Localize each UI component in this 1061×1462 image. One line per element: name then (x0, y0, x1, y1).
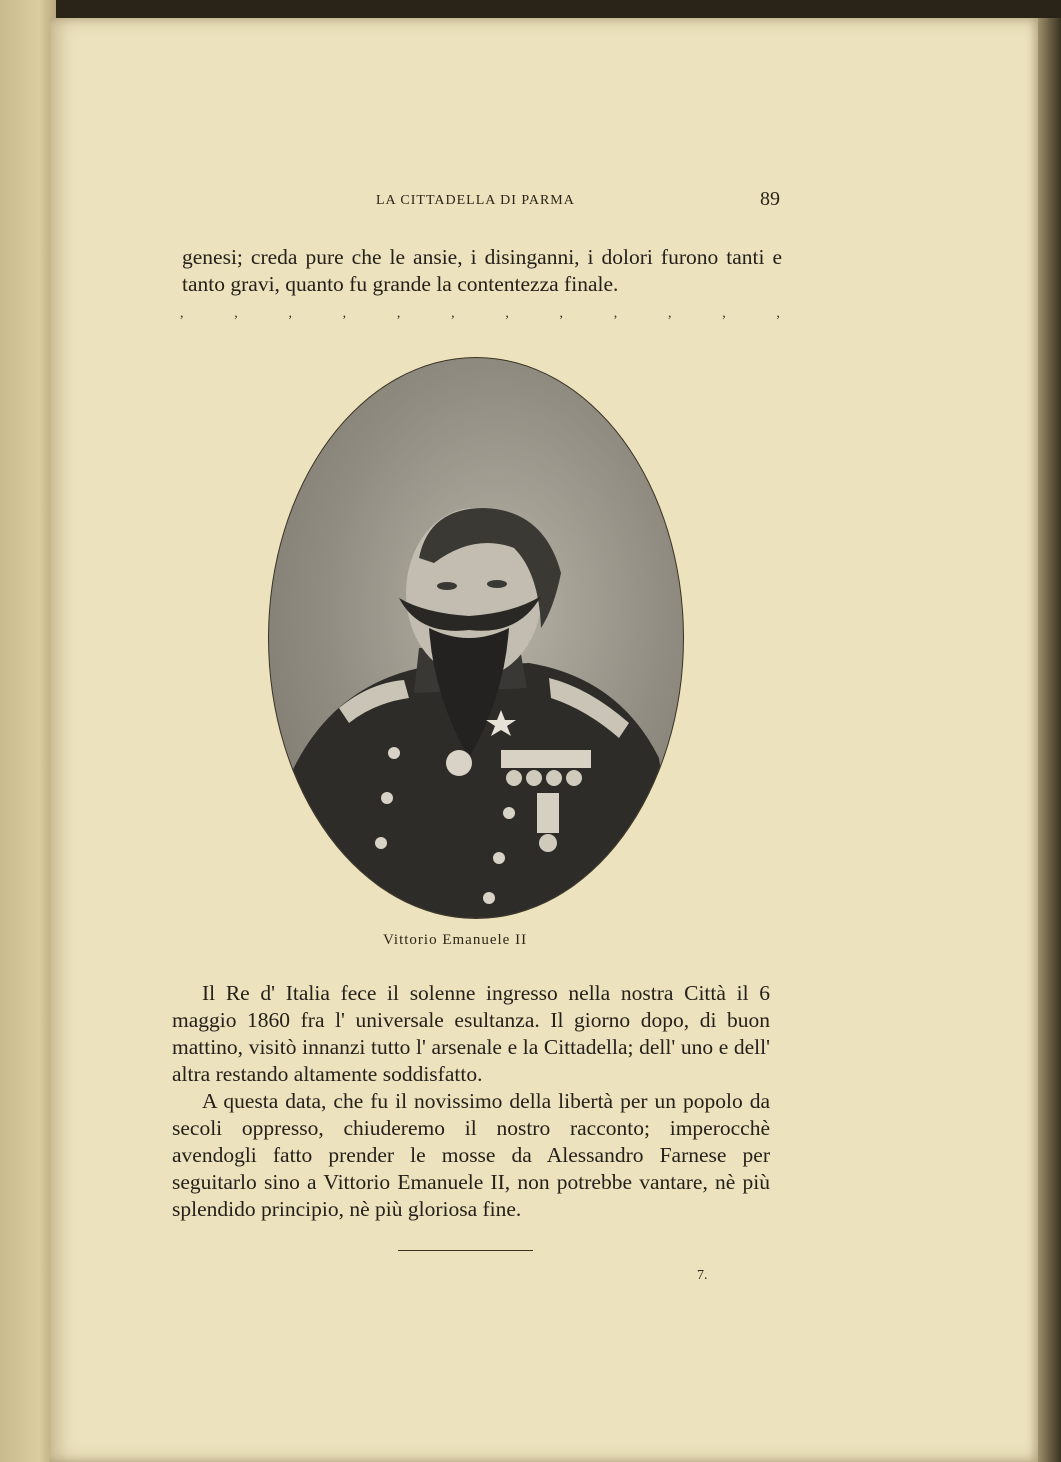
dot: , (776, 306, 780, 321)
dot: , (451, 306, 455, 321)
dot: , (234, 306, 238, 321)
page-header (376, 188, 782, 218)
end-rule (398, 1250, 533, 1251)
portrait-caption: Vittorio Emanuele II (383, 932, 528, 948)
dot: , (667, 306, 672, 321)
dot: , (559, 306, 564, 321)
dot: , (396, 306, 401, 321)
dot: , (288, 306, 292, 321)
signature-mark: 7. (697, 1268, 708, 1283)
dot: , (613, 306, 618, 321)
intro-paragraph: genesi; creda pure che le ansie, i disinganni, i dolori furono tanti e tanto gravi, quanto fu grande la contentezza finale. (182, 245, 782, 296)
dot: , (505, 306, 509, 321)
portrait-illustration (268, 357, 684, 919)
right-page-edge (1038, 18, 1061, 1462)
portrait-drawing (269, 358, 683, 918)
dot: , (722, 306, 726, 321)
page-number: 89 (760, 188, 780, 210)
dot: , (180, 306, 184, 321)
ornamental-dots (180, 306, 780, 326)
dot: , (342, 306, 347, 321)
running-head: LA CITTADELLA DI PARMA (376, 193, 575, 208)
left-page-edge (0, 0, 56, 1462)
body-paragraph-2: A questa data, che fu il novissimo della libertà per un popolo da secoli oppresso, chiuderemo il nostro racconto; imperocchè avendogli fatto prender le mosse da Alessandro Farnese per seguitarlo sino a Vittorio Emanuele II, non potrebbe vantare, nè più splendido principio, nè più gloriosa fine. (172, 1089, 770, 1221)
body-paragraph-1: Il Re d' Italia fece il solenne ingresso nella nostra Città il 6 maggio 1860 fra l' universale esultanza. Il giorno dopo, di buon mattino, visitò innanzi tutto l' arsenale e la Cittadella; dell' uno e dell' altra restando altamente soddisfatto. (172, 981, 770, 1086)
